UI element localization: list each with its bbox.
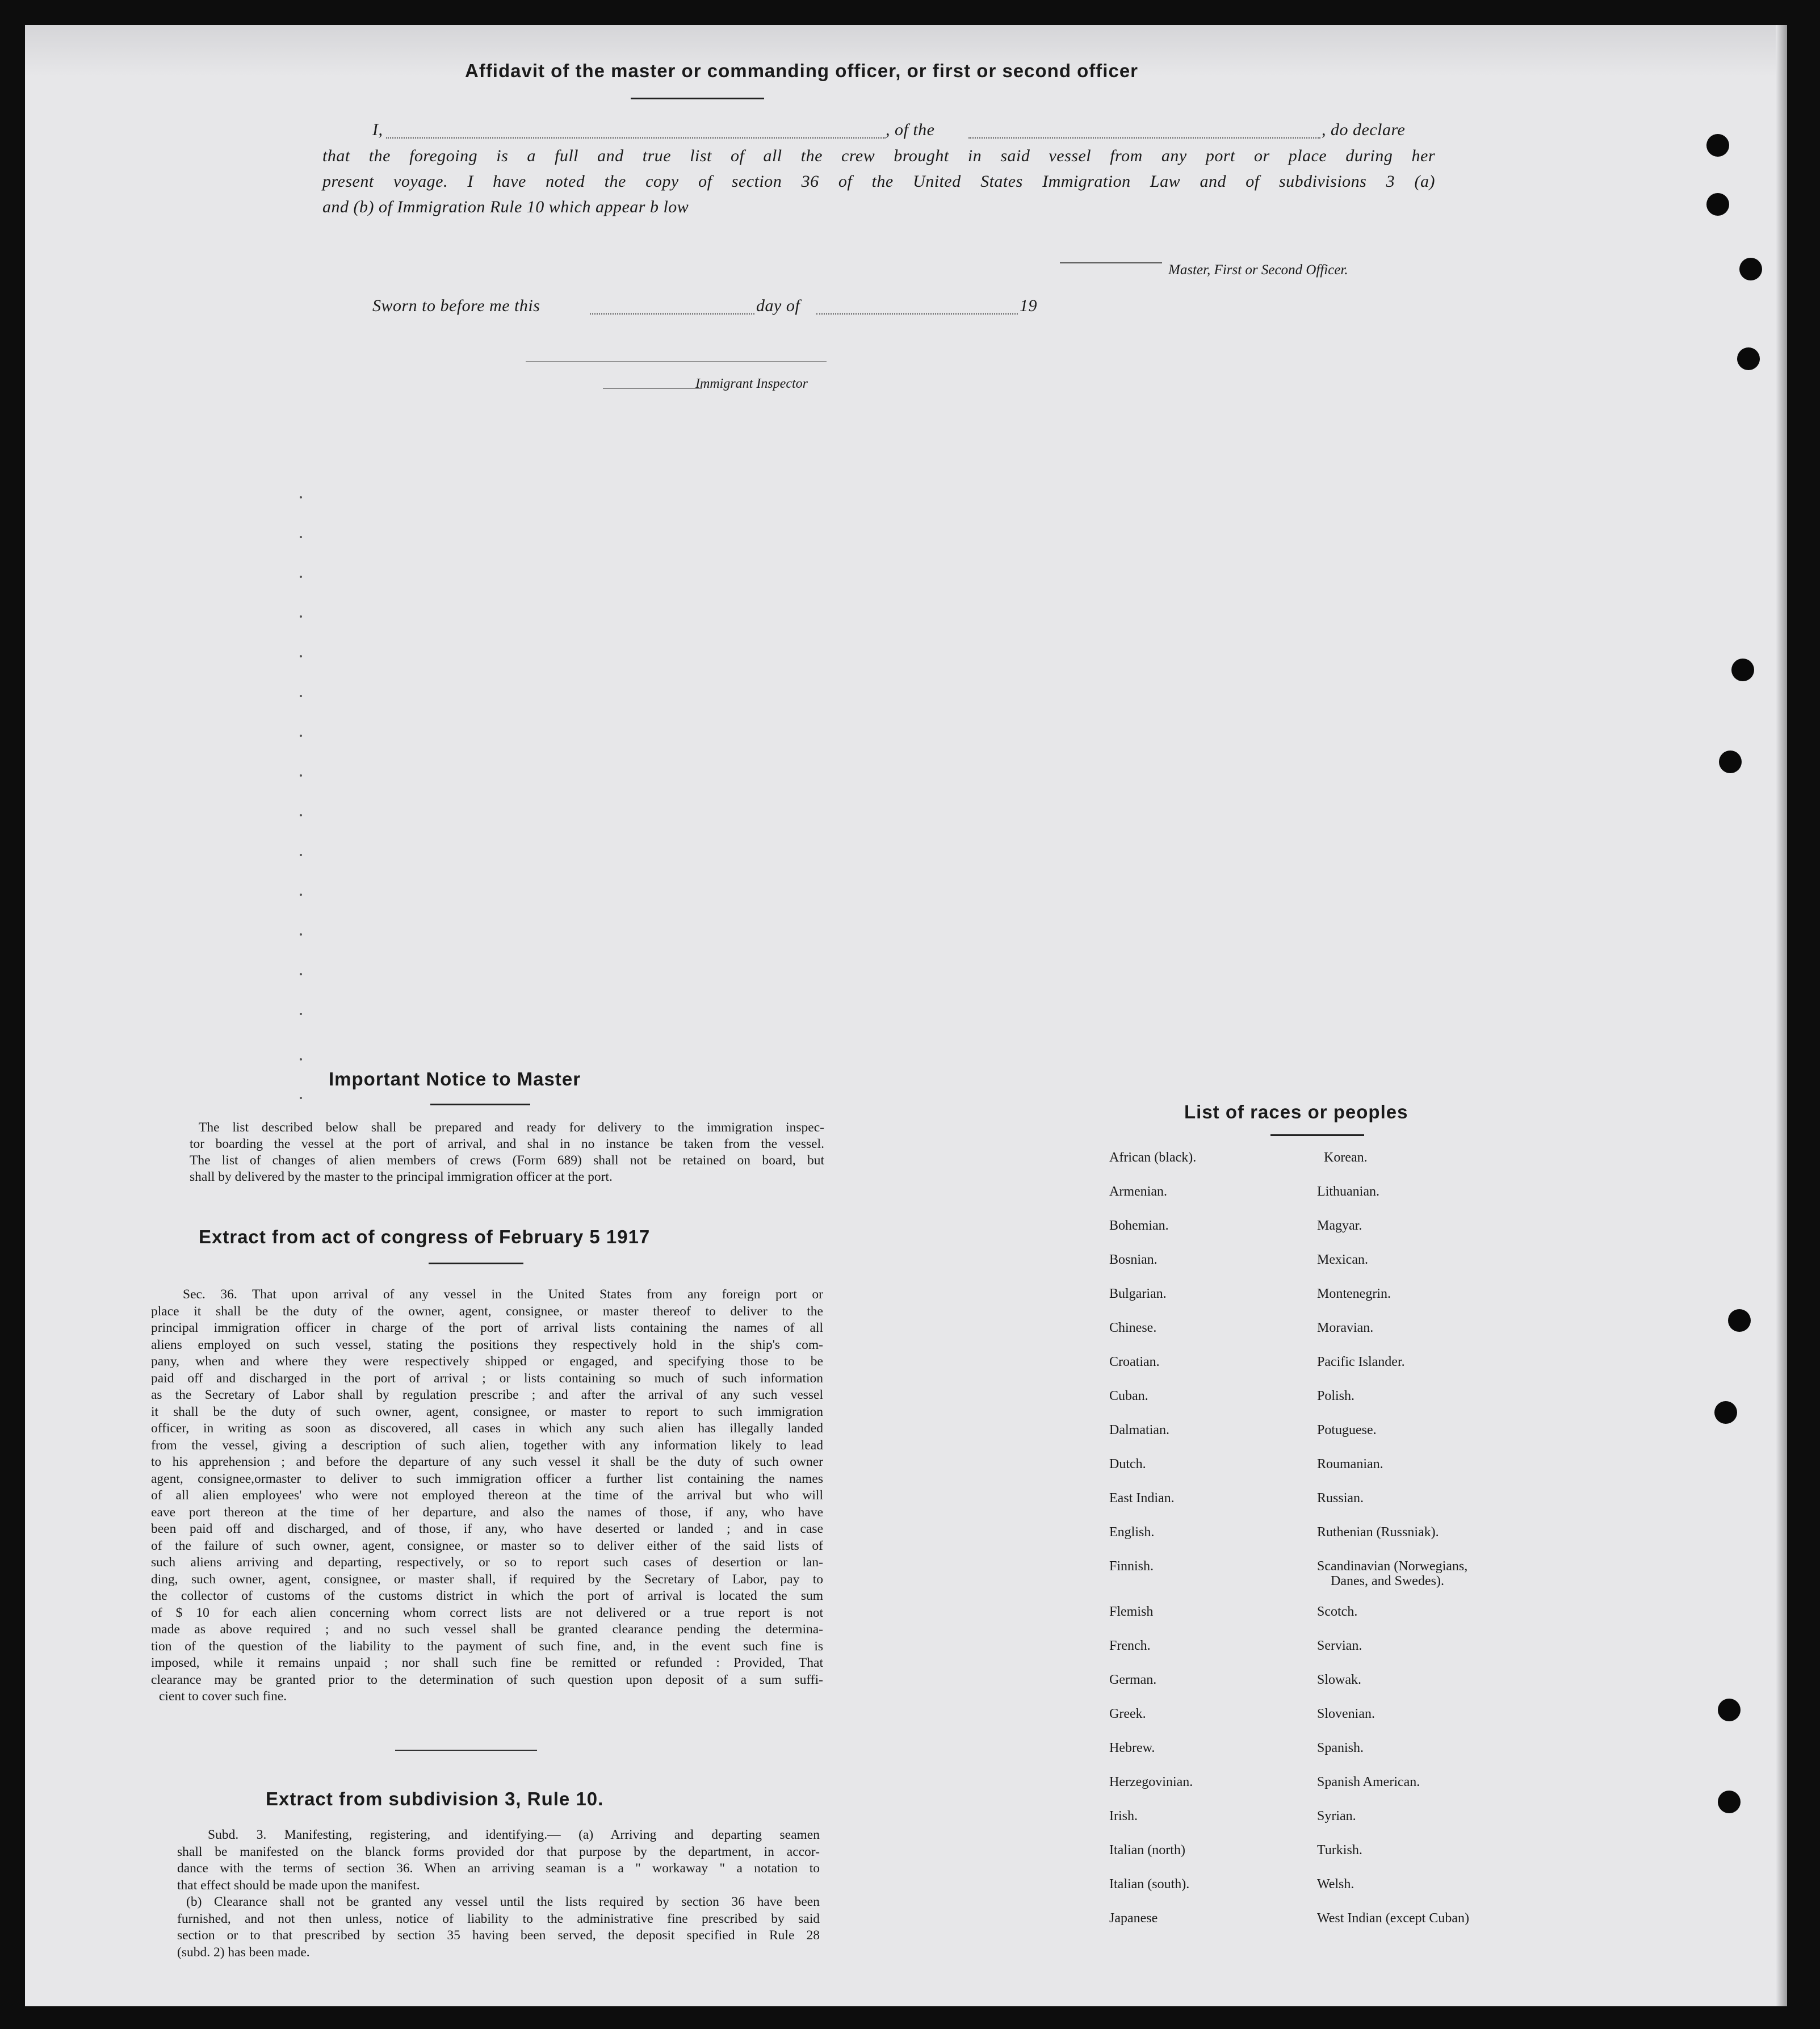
margin-dot	[300, 695, 302, 697]
race-item: Scandinavian (Norwegians,	[1317, 1559, 1468, 1574]
race-item: Russian.	[1317, 1491, 1364, 1506]
act-line: from the vessel, giving a description of such alien, together with any information likely to lead	[151, 1437, 823, 1453]
act-line: as the Secretary of Labor shall by regulation prescribe ; and after the arrival of any such vessel	[151, 1387, 823, 1402]
margin-dot	[300, 615, 302, 618]
rule-line: (subd. 2) has been made.	[177, 1944, 310, 1960]
sworn-month-field[interactable]	[816, 313, 1018, 315]
rule-line: furnished, and not then unless, notice of liability to the administrative fine prescribed by said	[177, 1911, 820, 1926]
affidavit-title-rule	[631, 98, 764, 99]
sworn-label: Sworn to before me this	[372, 296, 540, 315]
punch-hole	[1731, 659, 1754, 681]
race-item: Ruthenian (Russniak).	[1317, 1525, 1439, 1540]
act-line: cient to cover such fine.	[159, 1689, 287, 1704]
affidavit-of-the-label: , of the	[886, 120, 935, 139]
punch-hole	[1737, 347, 1760, 370]
act-line: officer, in writing as soon as discovered, all cases in which any such alien has illegally landed	[151, 1421, 823, 1436]
punch-hole	[1718, 1699, 1741, 1721]
act-line: such aliens arriving and departing, respectively, or so to report such cases of desertion or lan-	[151, 1555, 823, 1570]
races-title: List of races or peoples	[1184, 1101, 1408, 1122]
margin-dot	[300, 496, 302, 498]
master-signature-line[interactable]	[1060, 262, 1162, 263]
affidavit-line-4: and (b) of Immigration Rule 10 which appear b low	[322, 198, 689, 216]
punch-hole	[1714, 1401, 1737, 1424]
rule-line: (b) Clearance shall not be granted any vessel until the lists required by section 36 have been	[186, 1894, 820, 1909]
act-line: made as above required ; and no such vessel shall be granted clearance pending the determina-	[151, 1622, 823, 1637]
act-line: agent, consignee,ormaster to deliver to such immigration officer a further list containing the names	[151, 1471, 823, 1486]
act-line: of the failure of such owner, agent, consignee, or master so to deliver either of the said lists of	[151, 1538, 823, 1553]
race-item: Bosnian.	[1109, 1252, 1158, 1267]
race-item: Servian.	[1317, 1638, 1362, 1653]
punch-hole	[1706, 134, 1729, 157]
punch-hole	[1719, 751, 1742, 773]
race-item: Italian (south).	[1109, 1877, 1190, 1892]
race-item: Potuguese.	[1317, 1423, 1377, 1437]
race-item: Welsh.	[1317, 1877, 1354, 1892]
margin-dot	[300, 1097, 302, 1099]
affidavit-name-field[interactable]	[386, 137, 886, 139]
act-line: imposed, while it remains unpaid ; nor shall such fine be remitted or refunded : Provided, That	[151, 1655, 823, 1670]
sworn-day-label: day of	[756, 296, 800, 315]
race-item: Dalmatian.	[1109, 1423, 1169, 1437]
margin-dot	[300, 1013, 302, 1015]
race-item: Syrian.	[1317, 1809, 1356, 1823]
race-item: African (black).	[1109, 1150, 1197, 1165]
race-item: Herzegovinian.	[1109, 1775, 1193, 1789]
race-item: Bulgarian.	[1109, 1286, 1167, 1301]
inspector-signature-line-2[interactable]	[603, 388, 702, 389]
race-item: Finnish.	[1109, 1559, 1154, 1574]
race-item: West Indian (except Cuban)	[1317, 1911, 1469, 1926]
act-extract-title: Extract from act of congress of February 5 1917	[199, 1226, 651, 1247]
margin-dot	[300, 576, 302, 578]
rule-line: section or to that prescribed by section 35 having been served, the deposit specified in Rule 28	[177, 1928, 820, 1943]
margin-dot	[300, 973, 302, 975]
sworn-day-field[interactable]	[590, 313, 754, 315]
race-item: Hebrew.	[1109, 1741, 1155, 1755]
notice-line: shall by delivered by the master to the principal immigration officer at the port.	[190, 1169, 613, 1184]
race-item: Cuban.	[1109, 1389, 1148, 1403]
race-item: Irish.	[1109, 1809, 1138, 1823]
race-item: Armenian.	[1109, 1184, 1167, 1199]
act-line: been paid off and discharged, and of those, if any, who have deserted or landed ; and in case	[151, 1521, 823, 1536]
act-extract-end-rule	[395, 1750, 537, 1751]
act-line: of all alien employees' who were not employed thereon at the time of the arrival but who will	[151, 1488, 823, 1503]
rule-extract-title: Extract from subdivision 3, Rule 10.	[266, 1788, 604, 1809]
margin-dot	[300, 655, 302, 657]
notice-text	[190, 1120, 824, 1185]
race-item: Turkish.	[1317, 1843, 1362, 1858]
affidavit-vessel-field[interactable]	[968, 137, 1320, 139]
sworn-year-label: 19	[1020, 296, 1037, 315]
act-line: the collector of customs of the customs district in which the port of arrival is located the sum	[151, 1588, 823, 1603]
races-title-rule	[1270, 1134, 1364, 1136]
rule-line: that effect should be made upon the manifest.	[177, 1877, 420, 1893]
act-line: tion of the question of the liability to the payment of such fine, and, in the event such fine is	[151, 1638, 823, 1654]
rule-line: Subd. 3. Manifesting, registering, and identifying.— (a) Arriving and departing seamen	[208, 1827, 820, 1842]
rule-line: dance with the terms of section 36. When an arriving seaman is a " workaway " a notation to	[177, 1861, 820, 1876]
affidavit-title: Affidavit of the master or commanding officer, or first or second officer	[465, 60, 1139, 81]
race-item: Japanese	[1109, 1911, 1158, 1926]
race-item: Pacific Islander.	[1317, 1355, 1405, 1369]
notice-title: Important Notice to Master	[329, 1068, 581, 1089]
act-line: pany, when and where they were respectively shipped or engaged, and specifying those to be	[151, 1354, 823, 1369]
race-item: Korean.	[1324, 1150, 1368, 1165]
notice-line: tor boarding the vessel at the port of arrival, and shal in no instance be taken from the vessel.	[190, 1137, 824, 1151]
notice-title-rule	[430, 1104, 530, 1105]
race-item: German.	[1109, 1672, 1157, 1687]
race-item: Magyar.	[1317, 1218, 1362, 1233]
race-item: Lithuanian.	[1317, 1184, 1379, 1199]
race-item: Chinese.	[1109, 1320, 1157, 1335]
rule-line: shall be manifested on the blanck forms provided dor that purpose by the department, in accor-	[177, 1844, 820, 1859]
race-item-continuation: Danes, and Swedes).	[1331, 1574, 1444, 1588]
race-item: Italian (north)	[1109, 1843, 1185, 1858]
act-line: to his apprehension ; and before the departure of any such vessel it shall be the duty of such owner	[151, 1454, 823, 1469]
race-item: English.	[1109, 1525, 1155, 1540]
act-line: place it shall be the duty of the owner, agent, consignee, or master thereof to deliver to the	[151, 1303, 823, 1319]
page-edge-shadow	[1776, 25, 1787, 2006]
act-line: aliens employed on such vessel, stating the positions they respectively hold in the ship's com-	[151, 1337, 823, 1352]
race-item: Slovenian.	[1317, 1707, 1375, 1721]
act-line: principal immigration officer in charge of the port of arrival lists containing the names of all	[151, 1320, 823, 1335]
margin-dot	[300, 735, 302, 737]
notice-line: The list described below shall be prepared and ready for delivery to the immigration inspec-	[199, 1120, 824, 1135]
affidavit-line-3: present voyage. I have noted the copy of section 36 of the United States Immigration Law and of subdivisions 3 (a)	[322, 172, 1435, 191]
race-item: Polish.	[1317, 1389, 1355, 1403]
margin-dot	[300, 894, 302, 896]
act-extract-text	[151, 1286, 823, 1705]
act-line: of $ 10 for each alien concerning whom correct lists are not delivered or a true report is not	[151, 1605, 823, 1620]
race-item: Moravian.	[1317, 1320, 1374, 1335]
affidavit-line-1	[372, 120, 1434, 143]
race-item: French.	[1109, 1638, 1151, 1653]
race-item: East Indian.	[1109, 1491, 1175, 1506]
race-item: Slowak.	[1317, 1672, 1361, 1687]
act-line: paid off and discharged in the port of arrival ; or lists containing so much of such information	[151, 1370, 823, 1386]
race-item: Dutch.	[1109, 1457, 1146, 1472]
punch-hole	[1706, 193, 1729, 216]
race-item: Mexican.	[1317, 1252, 1368, 1267]
race-item: Roumanian.	[1317, 1457, 1383, 1472]
act-line: ding, such owner, agent, consignee, or master shall, if required by the Secretary of Labor, pay to	[151, 1571, 823, 1587]
race-item: Flemish	[1109, 1604, 1154, 1619]
notice-line: The list of changes of alien members of crews (Form 689) shall not be retained on board, but	[190, 1153, 824, 1168]
act-extract-title-rule	[429, 1263, 523, 1264]
margin-dot	[300, 933, 302, 936]
form-page	[25, 25, 1787, 2006]
margin-dot	[300, 774, 302, 777]
race-item: Greek.	[1109, 1707, 1146, 1721]
sworn-line	[372, 296, 1082, 319]
race-item: Bohemian.	[1109, 1218, 1169, 1233]
punch-hole	[1718, 1791, 1741, 1813]
race-item: Croatian.	[1109, 1355, 1160, 1369]
race-item: Spanish.	[1317, 1741, 1364, 1755]
race-item: Montenegrin.	[1317, 1286, 1391, 1301]
act-line: it shall be the duty of such owner, agent, consignee, or master to report to such immigration	[151, 1404, 823, 1419]
rule-extract-text	[177, 1827, 820, 1961]
affidavit-name-label: I,	[372, 120, 383, 139]
margin-dot	[300, 814, 302, 816]
race-item: Scotch.	[1317, 1604, 1358, 1619]
master-signature-label: Master, First or Second Officer.	[1168, 262, 1348, 278]
margin-dot	[300, 854, 302, 856]
punch-hole	[1728, 1309, 1751, 1332]
inspector-signature-line[interactable]	[526, 361, 827, 362]
inspector-label: Immigrant Inspector	[695, 376, 808, 391]
affidavit-line-2: that the foregoing is a full and true list of all the crew brought in said vessel from any port or place during her	[322, 146, 1435, 165]
margin-dot	[300, 1058, 302, 1060]
act-line: eave port thereon at the time of her departure, and also the names of those, if any, who have	[151, 1504, 823, 1520]
affidavit-declare-label: , do declare	[1322, 120, 1406, 139]
race-item: Spanish American.	[1317, 1775, 1420, 1789]
punch-hole	[1739, 258, 1762, 280]
margin-dot	[300, 536, 302, 538]
act-line: clearance may be granted prior to the determination of such question upon deposit of a sum suffi-	[151, 1672, 823, 1687]
act-line: Sec. 36. That upon arrival of any vessel in the United States from any foreign port or	[183, 1287, 823, 1302]
